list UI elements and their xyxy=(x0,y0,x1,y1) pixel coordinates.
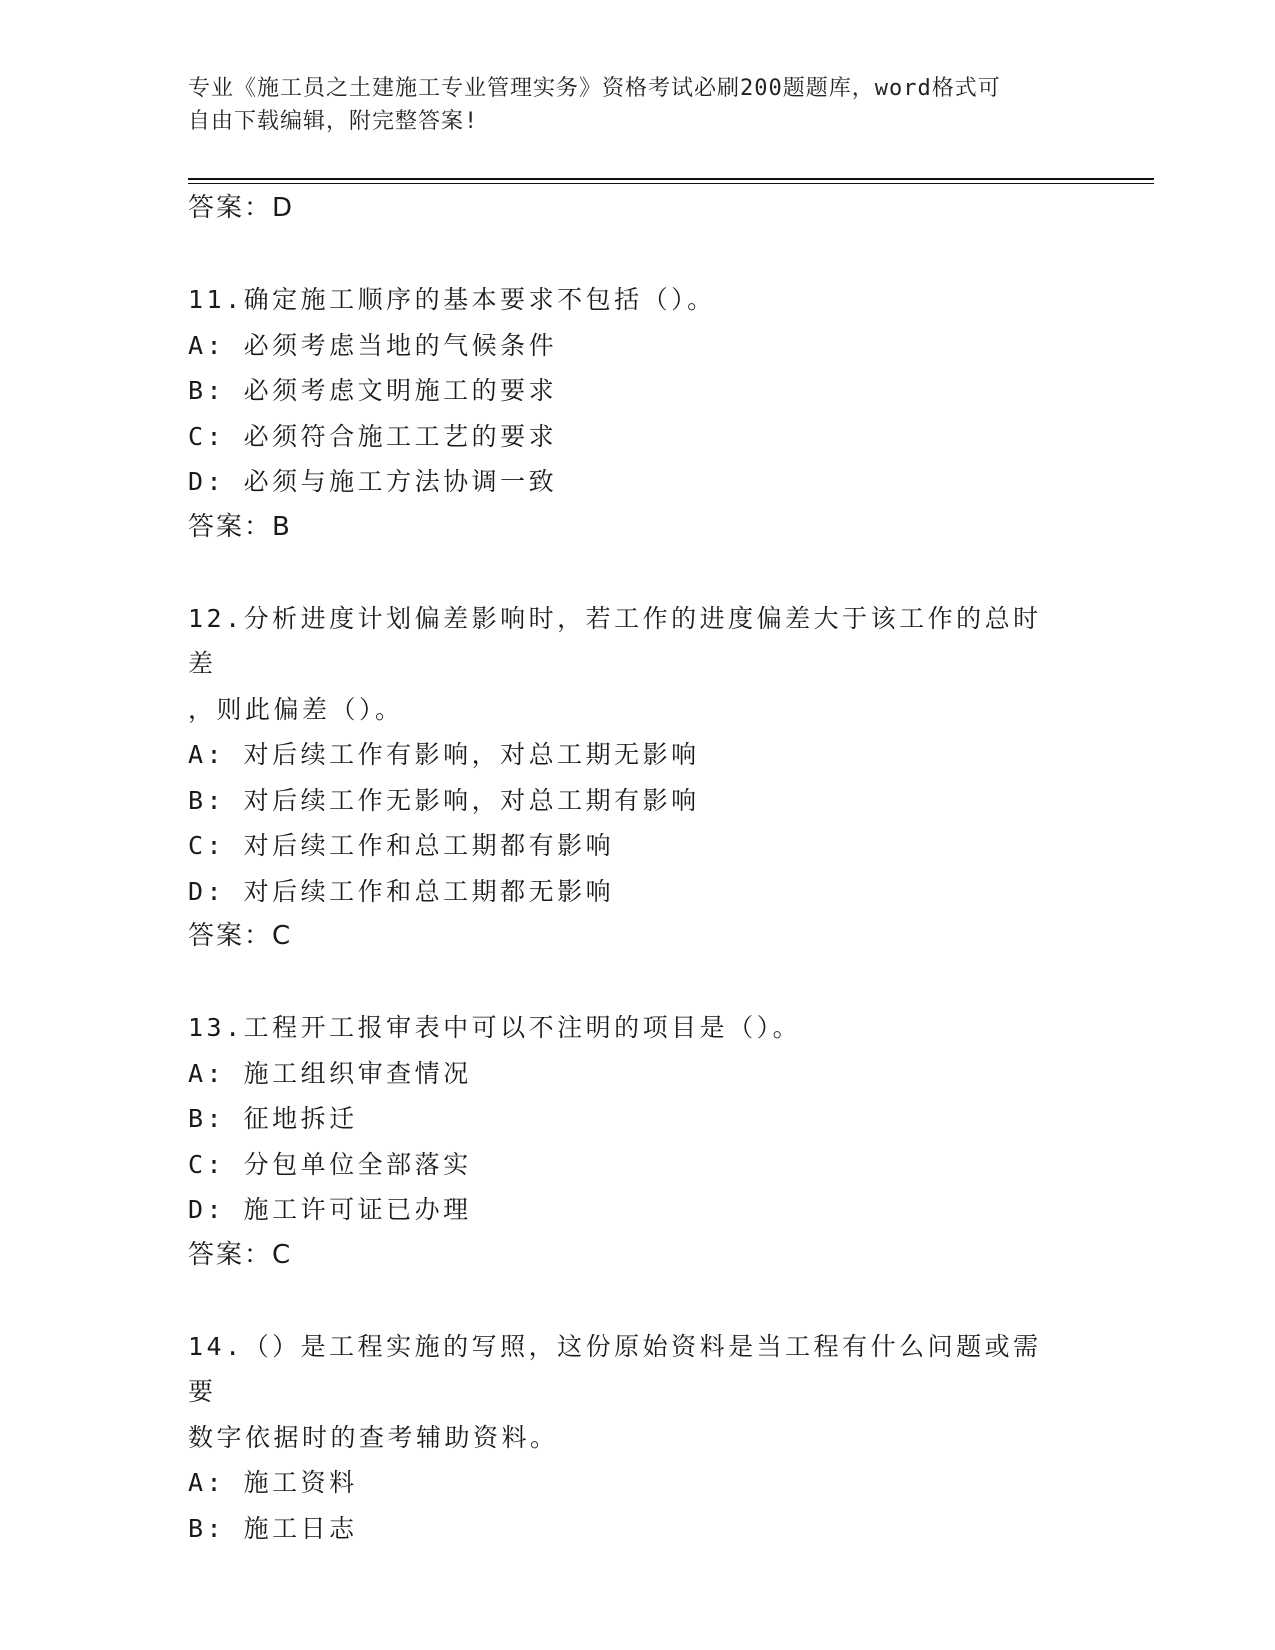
option-d: D: 对后续工作和总工期都无影响 xyxy=(188,876,615,906)
question-14 xyxy=(188,1324,1088,1552)
option-d: D: 施工许可证已办理 xyxy=(188,1195,472,1224)
question-list xyxy=(188,186,1088,1551)
question-stem: 14.（）是工程实施的写照，这份原始资料是当工程有什么问题或需要 xyxy=(188,1331,1042,1406)
option-b: B: 施工日志 xyxy=(188,1513,358,1543)
answer-line: 答案：C xyxy=(188,1239,293,1270)
spacer xyxy=(188,232,1088,278)
option-c: C: 必须符合施工工艺的要求 xyxy=(188,421,558,451)
spacer xyxy=(188,960,1088,1006)
option-c: C: 对后续工作和总工期都有影响 xyxy=(188,831,615,860)
option-a: A: 对后续工作有影响，对总工期无影响 xyxy=(188,740,700,769)
question-11 xyxy=(188,277,1088,550)
option-b: B: 对后续工作无影响，对总工期有影响 xyxy=(188,785,700,815)
header-line-1: 专业《施工员之土建施工专业管理实务》资格考试必刷200题题库，word格式可 xyxy=(188,76,1001,101)
spacer xyxy=(188,550,1088,596)
option-a: A: 必须考虑当地的气候条件 xyxy=(188,330,558,360)
option-a: A: 施工资料 xyxy=(188,1468,358,1497)
spacer xyxy=(188,1278,1088,1324)
question-stem-continued: ，则此偏差（）。 xyxy=(188,694,404,724)
header-divider xyxy=(188,178,1154,180)
option-b: B: 必须考虑文明施工的要求 xyxy=(188,376,558,405)
question-13 xyxy=(188,1005,1088,1278)
answer-line: 答案：D xyxy=(188,193,295,223)
header-divider-thin xyxy=(188,183,1154,184)
answer-line: 答案：B xyxy=(188,511,292,542)
option-a: A: 施工组织审查情况 xyxy=(188,1058,472,1088)
question-stem-continued: 数字依据时的查考辅助资料。 xyxy=(188,1422,559,1452)
answer-line: 答案：C xyxy=(188,921,293,951)
option-d: D: 必须与施工方法协调一致 xyxy=(188,467,558,496)
option-b: B: 征地拆迁 xyxy=(188,1104,358,1133)
question-12 xyxy=(188,596,1088,960)
question-stem: 11.确定施工顺序的基本要求不包括（）。 xyxy=(188,285,716,314)
header-line-2: 自由下载编辑，附完整答案! xyxy=(188,109,479,134)
document-header xyxy=(188,72,1068,138)
question-stem: 13.工程开工报审表中可以不注明的项目是（）。 xyxy=(188,1013,802,1042)
question-stem: 12.分析进度计划偏差影响时，若工作的进度偏差大于该工作的总时差 xyxy=(188,603,1042,678)
option-c: C: 分包单位全部落实 xyxy=(188,1149,472,1179)
